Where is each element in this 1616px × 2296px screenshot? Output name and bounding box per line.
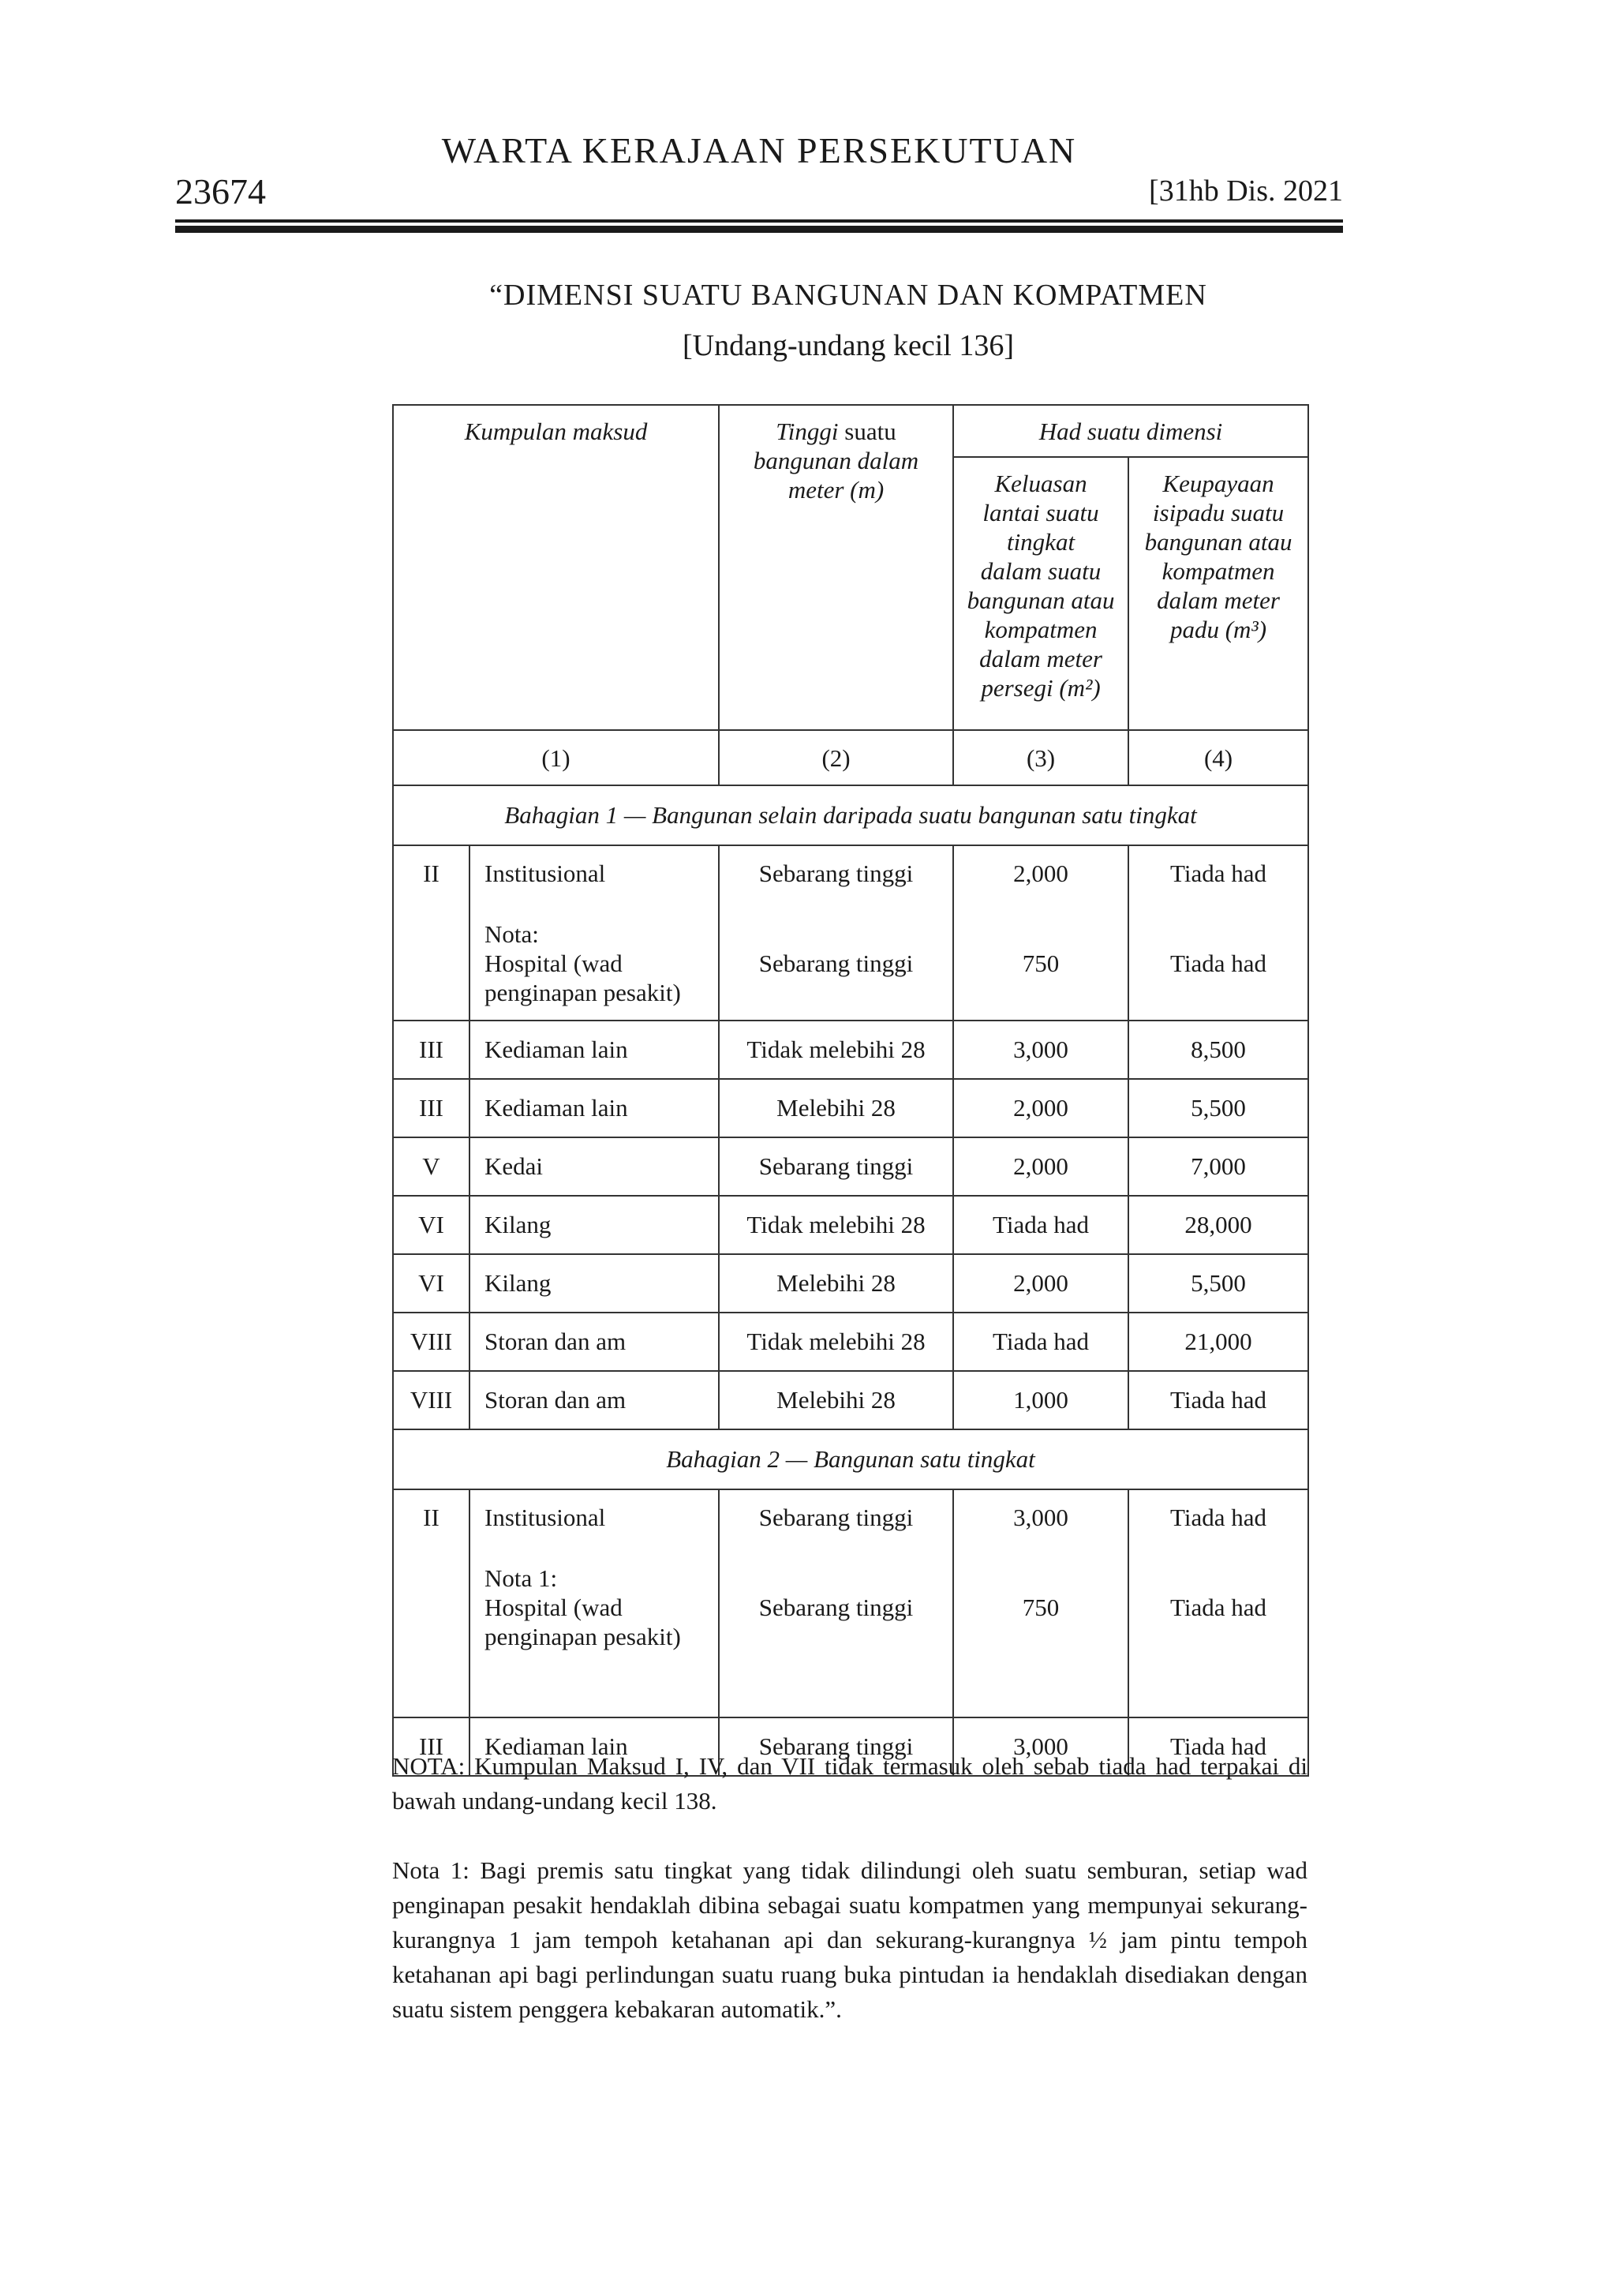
note-floor-area-text: 750 [1022, 949, 1060, 977]
table-row [393, 1079, 1308, 1137]
spacer-line [1129, 1564, 1307, 1593]
purpose-cell: Kediaman lain [469, 1079, 719, 1137]
spacer [484, 1532, 718, 1564]
height-text: Sebarang tinggi [758, 1504, 914, 1531]
header-keluasan-l2: lantai suatu [982, 499, 1099, 526]
floor-area-text: 2,000 [1013, 860, 1068, 887]
height-cell: Tidak melebihi 28 [719, 1196, 953, 1254]
issue-date: [31hb Dis. 2021 [1149, 174, 1343, 208]
class-cell: VIII [393, 1313, 469, 1371]
height-cell: Tidak melebihi 28 [719, 1021, 953, 1079]
floor-area-cell: 2,000 [953, 1254, 1128, 1313]
height-cell: Tidak melebihi 28 [719, 1313, 953, 1371]
header-keluasan [953, 457, 1128, 730]
spacer-line [954, 1564, 1128, 1593]
note-height-text: Sebarang tinggi [758, 949, 914, 977]
header-kumpulan-maksud: Kumpulan maksud [393, 405, 719, 730]
height-cell: Melebihi 28 [719, 1079, 953, 1137]
spacer [720, 1532, 952, 1564]
table-row [393, 1254, 1308, 1313]
spacer [484, 888, 718, 920]
purpose-text: Institusional [484, 1504, 606, 1531]
table-row [393, 1313, 1308, 1371]
note-label: Nota 1: [484, 1564, 558, 1592]
header-tinggi-italic: Tinggi [776, 418, 839, 445]
floor-area-cell: Tiada had [953, 1313, 1128, 1371]
part-2-title: Bahagian 2 — Bangunan satu tingkat [393, 1429, 1308, 1489]
header-keluasan-l5: bangunan atau [967, 586, 1115, 614]
floor-area-text: 3,000 [1013, 1504, 1068, 1531]
header-tinggi-rest: suatu [838, 418, 896, 445]
volume-cell: 21,000 [1128, 1313, 1308, 1371]
purpose-text: Institusional [484, 860, 606, 887]
column-number-3: (3) [953, 730, 1128, 785]
note-purpose-line2: penginapan pesakit) [484, 1623, 681, 1650]
note-floor-area-text: 750 [1022, 1594, 1060, 1621]
header-keluasan-l8: persegi (m²) [981, 674, 1101, 702]
volume-text: Tiada had [1170, 1504, 1267, 1531]
column-number-4: (4) [1128, 730, 1308, 785]
page-number: 23674 [175, 171, 266, 212]
header-keupayaan-l4: kompatmen [1162, 557, 1275, 585]
table-row [393, 1196, 1308, 1254]
volume-cell: 8,500 [1128, 1021, 1308, 1079]
floor-area-cell [953, 1489, 1128, 1717]
floor-area-cell: 3,000 [953, 1717, 1128, 1776]
height-cell: Sebarang tinggi [719, 1137, 953, 1196]
volume-cell: 5,500 [1128, 1079, 1308, 1137]
header-keupayaan-l6: padu (m³) [1169, 616, 1267, 643]
table-row [393, 1489, 1308, 1717]
class-cell: III [393, 1021, 469, 1079]
table-row [393, 845, 1308, 1021]
schedule-reference: [Undang-undang kecil 136] [683, 329, 1014, 362]
volume-cell [1128, 845, 1308, 1021]
height-cell: Melebihi 28 [719, 1254, 953, 1313]
note-purpose-line1: Hospital (wad [484, 949, 623, 977]
table-row [393, 1371, 1308, 1429]
class-cell: II [393, 1489, 469, 1717]
volume-cell: 28,000 [1128, 1196, 1308, 1254]
floor-area-cell: 1,000 [953, 1371, 1128, 1429]
spacer [1129, 1532, 1307, 1564]
header-tinggi-line2: bangunan dalam [753, 447, 919, 474]
note-volume-text: Tiada had [1170, 949, 1267, 977]
table-row [393, 1137, 1308, 1196]
volume-cell [1128, 1489, 1308, 1717]
header-keupayaan-l3: bangunan atau [1144, 528, 1292, 556]
height-cell [719, 845, 953, 1021]
header-keupayaan [1128, 457, 1308, 730]
floor-area-cell: 3,000 [953, 1021, 1128, 1079]
volume-cell: Tiada had [1128, 1371, 1308, 1429]
nota-paragraph: NOTA: Kumpulan Maksud I, IV, dan VII tidak termasuk oleh sebab tiada had terpakai di bawah undang-undang kecil 138. [392, 1752, 1307, 1815]
header-keluasan-l3: tingkat [1006, 528, 1075, 556]
spacer [954, 1532, 1128, 1564]
header-keluasan-l1: Keluasan [994, 470, 1087, 497]
header-tinggi [719, 405, 953, 730]
floor-area-cell: Tiada had [953, 1196, 1128, 1254]
header-keluasan-l6: kompatmen [984, 616, 1098, 643]
volume-cell: Tiada had [1128, 1717, 1308, 1776]
table-row [393, 1021, 1308, 1079]
header-rule-thin [175, 219, 1343, 223]
header-rule-thick [175, 226, 1343, 233]
header-keupayaan-l1: Keupayaan [1162, 470, 1274, 497]
column-number-2: (2) [719, 730, 953, 785]
volume-cell: 7,000 [1128, 1137, 1308, 1196]
purpose-cell: Kilang [469, 1254, 719, 1313]
header-keluasan-l4: dalam suatu [980, 557, 1102, 585]
height-cell: Sebarang tinggi [719, 1717, 953, 1776]
spacer-line [720, 1564, 952, 1593]
note-height-text: Sebarang tinggi [758, 1594, 914, 1621]
purpose-cell: Kediaman lain [469, 1717, 719, 1776]
column-number-1: (1) [393, 730, 719, 785]
class-cell: III [393, 1079, 469, 1137]
floor-area-cell: 2,000 [953, 1079, 1128, 1137]
class-cell: V [393, 1137, 469, 1196]
nota-1-paragraph: Nota 1: Bagi premis satu tingkat yang tidak dilindungi oleh suatu semburan, setiap wad penginapan pesakit hendaklah dibina sebagai suatu kompatmen yang mempunyai sekurang-kurangnya 1 jam tempoh ketahanan api dan sekurang-kurangnya ½ jam pintu tempoh ketahanan api bagi perlindungan suatu ruang buka pintudan ia hendaklah disediakan dengan suatu sistem penggera kebakaran automatik.”. [392, 1856, 1307, 2023]
note-purpose-line1: Hospital (wad [484, 1594, 623, 1621]
note-label: Nota: [484, 920, 539, 948]
purpose-cell [469, 1489, 719, 1717]
note-purpose-line2: penginapan pesakit) [484, 979, 681, 1006]
note-volume-text: Tiada had [1170, 1594, 1267, 1621]
purpose-cell: Kedai [469, 1137, 719, 1196]
purpose-cell: Kediaman lain [469, 1021, 719, 1079]
dimension-table [392, 404, 1309, 1777]
class-cell: VIII [393, 1371, 469, 1429]
height-cell: Melebihi 28 [719, 1371, 953, 1429]
purpose-cell [469, 845, 719, 1021]
purpose-cell: Kilang [469, 1196, 719, 1254]
header-keluasan-l7: dalam meter [979, 645, 1102, 672]
spacer-line [954, 920, 1128, 949]
spacer-line [720, 920, 952, 949]
spacer [954, 888, 1128, 920]
floor-area-cell [953, 845, 1128, 1021]
spacer [1129, 888, 1307, 920]
header-had-dimensi: Had suatu dimensi [953, 405, 1308, 457]
purpose-cell: Storan dan am [469, 1371, 719, 1429]
journal-title: WARTA KERAJAAN PERSEKUTUAN [441, 130, 1077, 170]
floor-area-cell: 2,000 [953, 1137, 1128, 1196]
class-cell: VI [393, 1196, 469, 1254]
header-keupayaan-l5: dalam meter [1157, 586, 1280, 614]
spacer [720, 888, 952, 920]
class-cell: III [393, 1717, 469, 1776]
schedule-title: “DIMENSI SUATU BANGUNAN DAN KOMPATMEN [489, 279, 1207, 312]
purpose-cell: Storan dan am [469, 1313, 719, 1371]
height-text: Sebarang tinggi [758, 860, 914, 887]
height-cell [719, 1489, 953, 1717]
spacer-line [1129, 920, 1307, 949]
part-1-title: Bahagian 1 — Bangunan selain daripada suatu bangunan satu tingkat [393, 785, 1308, 845]
class-cell: VI [393, 1254, 469, 1313]
class-cell: II [393, 845, 469, 1021]
volume-text: Tiada had [1170, 860, 1267, 887]
header-tinggi-line3: meter (m) [787, 476, 885, 504]
header-keupayaan-l2: isipadu suatu [1152, 499, 1285, 526]
volume-cell: 5,500 [1128, 1254, 1308, 1313]
